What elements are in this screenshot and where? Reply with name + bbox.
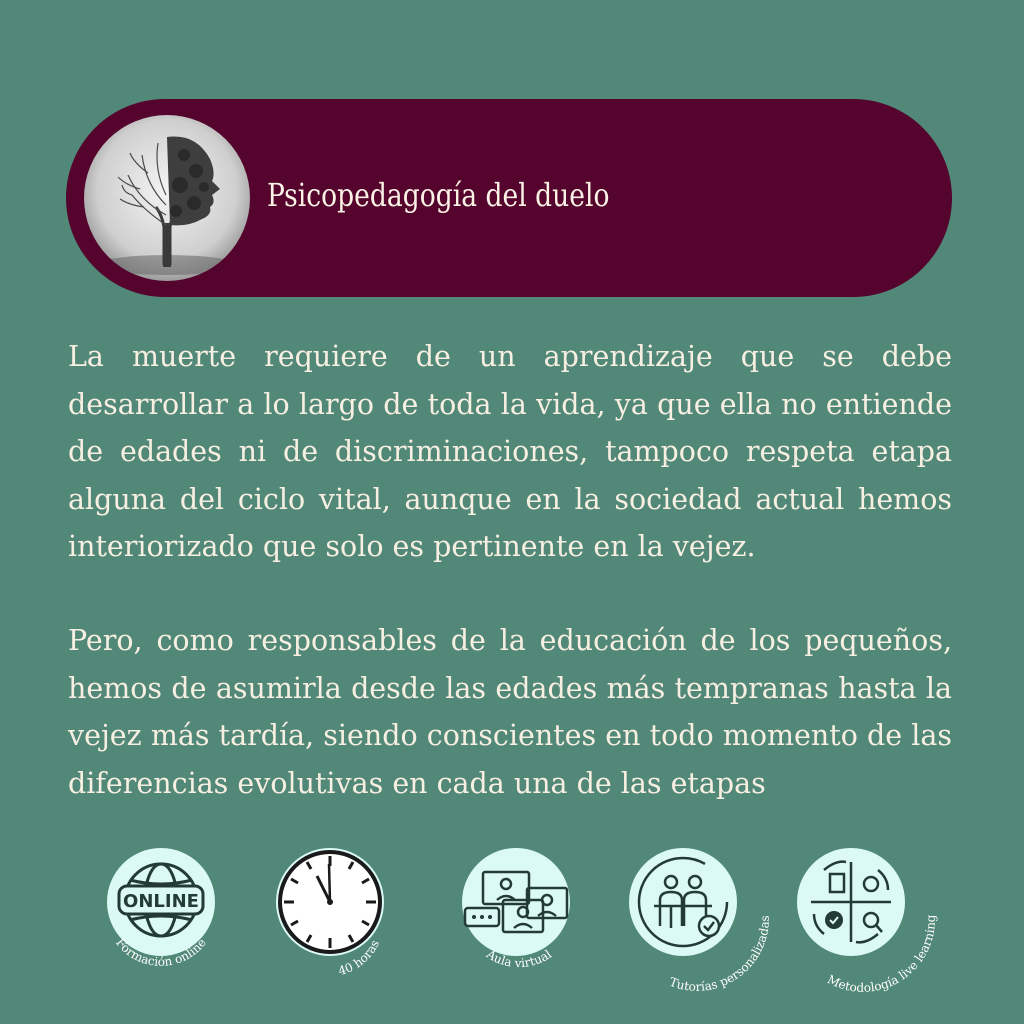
second-paragraph: Pero, como responsables de la educación de los pequeños, hemos de asumirla desde las edades más tempranas hasta la vejez más tardía, siendo conscientes en todo momento de las diferencias evolutivas en cada una de las etapas [68,624,952,800]
svg-text:Metodología live learning [825,914,938,995]
feature-virtual-classroom [441,848,591,988]
svg-text:Tutorías personalizadas [667,915,771,994]
header-tree-face-image [84,115,250,281]
intro-paragraph: La muerte requiere de un aprendizaje que se debe desarrollar a lo largo de toda la vida, ya que ella no entiende de edades ni de discriminaciones, tampoco respeta etapa alguna del ciclo vital, aunque en la sociedad actual hemos interiorizado que solo es pertinente en la vejez. [68,340,952,563]
badge-label [608,848,772,994]
svg-text:40 horas [337,938,382,979]
online-icon-text: ONLINE [123,891,199,912]
feature-label-online: Formación online [113,935,209,969]
tree-face-illustration [84,115,250,281]
feature-tutoring [608,848,772,994]
badge-label [441,848,591,988]
feature-label-hours: 40 horas [336,937,383,979]
feature-label-methodology: Metodología live learning [825,914,938,995]
svg-text:Formación online [113,936,209,969]
page-title: Psicopedagogía del duelo [267,176,610,214]
feature-label-tutoring: Tutorías personalizadas [667,915,772,994]
badge-label [255,848,405,988]
feature-hours [255,848,405,988]
badge-label [776,848,938,995]
header-banner [66,99,952,297]
badge-label [86,848,236,988]
feature-label-virtual: Aula virtual [484,946,555,971]
feature-methodology [776,848,938,995]
feature-online [86,848,236,988]
svg-text:Aula virtual [483,946,554,970]
